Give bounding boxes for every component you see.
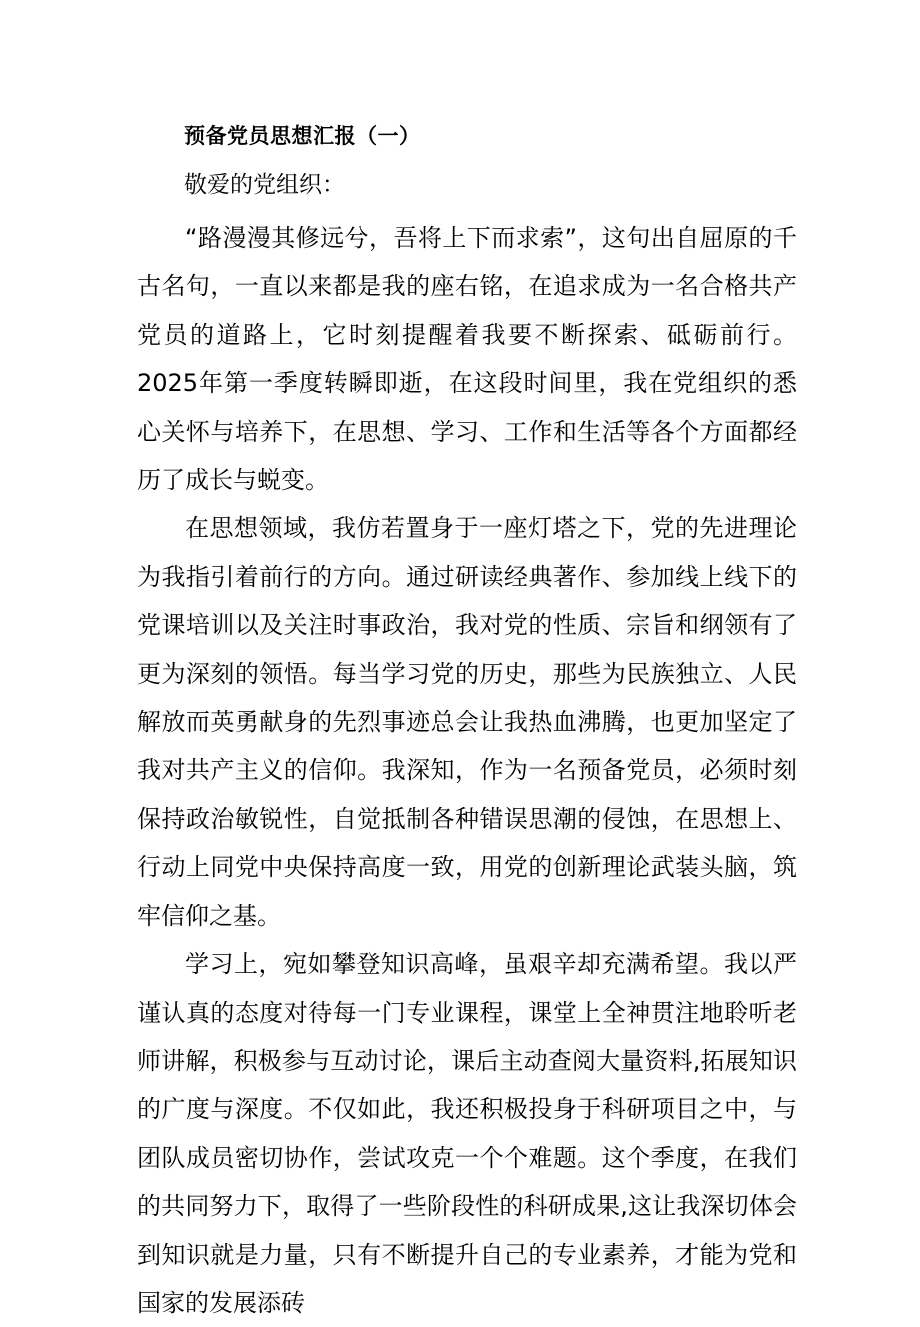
paragraph-thought: 在思想领域，我仿若置身于一座灯塔之下，党的先进理论为我指引着前行的方向。通过研读经典著作、参加线上线下的党课培训以及关注时事政治，我对党的性质、宗旨和纲领有了更为深刻的领悟。每当学习党的历史，那些为民族独立、人民解放而英勇献身的先烈事迹总会让我热血沸腾，也更加坚定了我对共产主义的信仰。我深知，作为一名预备党员，必须时刻保持政治敏锐性，自觉抵制各种错误思潮的侵蚀，在思想上、行动上同党中央保持高度一致，用党的创新理论武装头脑，筑牢信仰之基。 [137, 514, 797, 930]
document-title: 预备党员思想汇报（一） [184, 124, 421, 148]
salutation: 敬爱的党组织： [184, 172, 345, 198]
document-body [137, 214, 797, 1327]
paragraph-opening: “路漫漫其修远兮，吾将上下而求索”，这句出自屈原的千古名句，一直以来都是我的座右铭，在追求成为一名合格共产党员的道路上，它时刻提醒着我要不断探索、砥砺前行。2025年第一季度转瞬即逝，在这段时间里，我在党组织的悉心关怀与培养下，在思想、学习、工作和生活等各个方面都经历了成长与蜕变。 [137, 224, 797, 495]
paragraph-study: 学习上，宛如攀登知识高峰，虽艰辛却充满希望。我以严谨认真的态度对待每一门专业课程，课堂上全神贯注地聆听老师讲解，积极参与互动讨论，课后主动查阅大量资料,拓展知识的广度与深度。不仅如此，我还积极投身于科研项目之中，与团队成员密切协作，尝试攻克一个个难题。这个季度，在我们的共同努力下，取得了一些阶段性的科研成果,这让我深切体会到知识就是力量，只有不断提升自己的专业素养，才能为党和国家的发展添砖 [137, 950, 797, 1317]
